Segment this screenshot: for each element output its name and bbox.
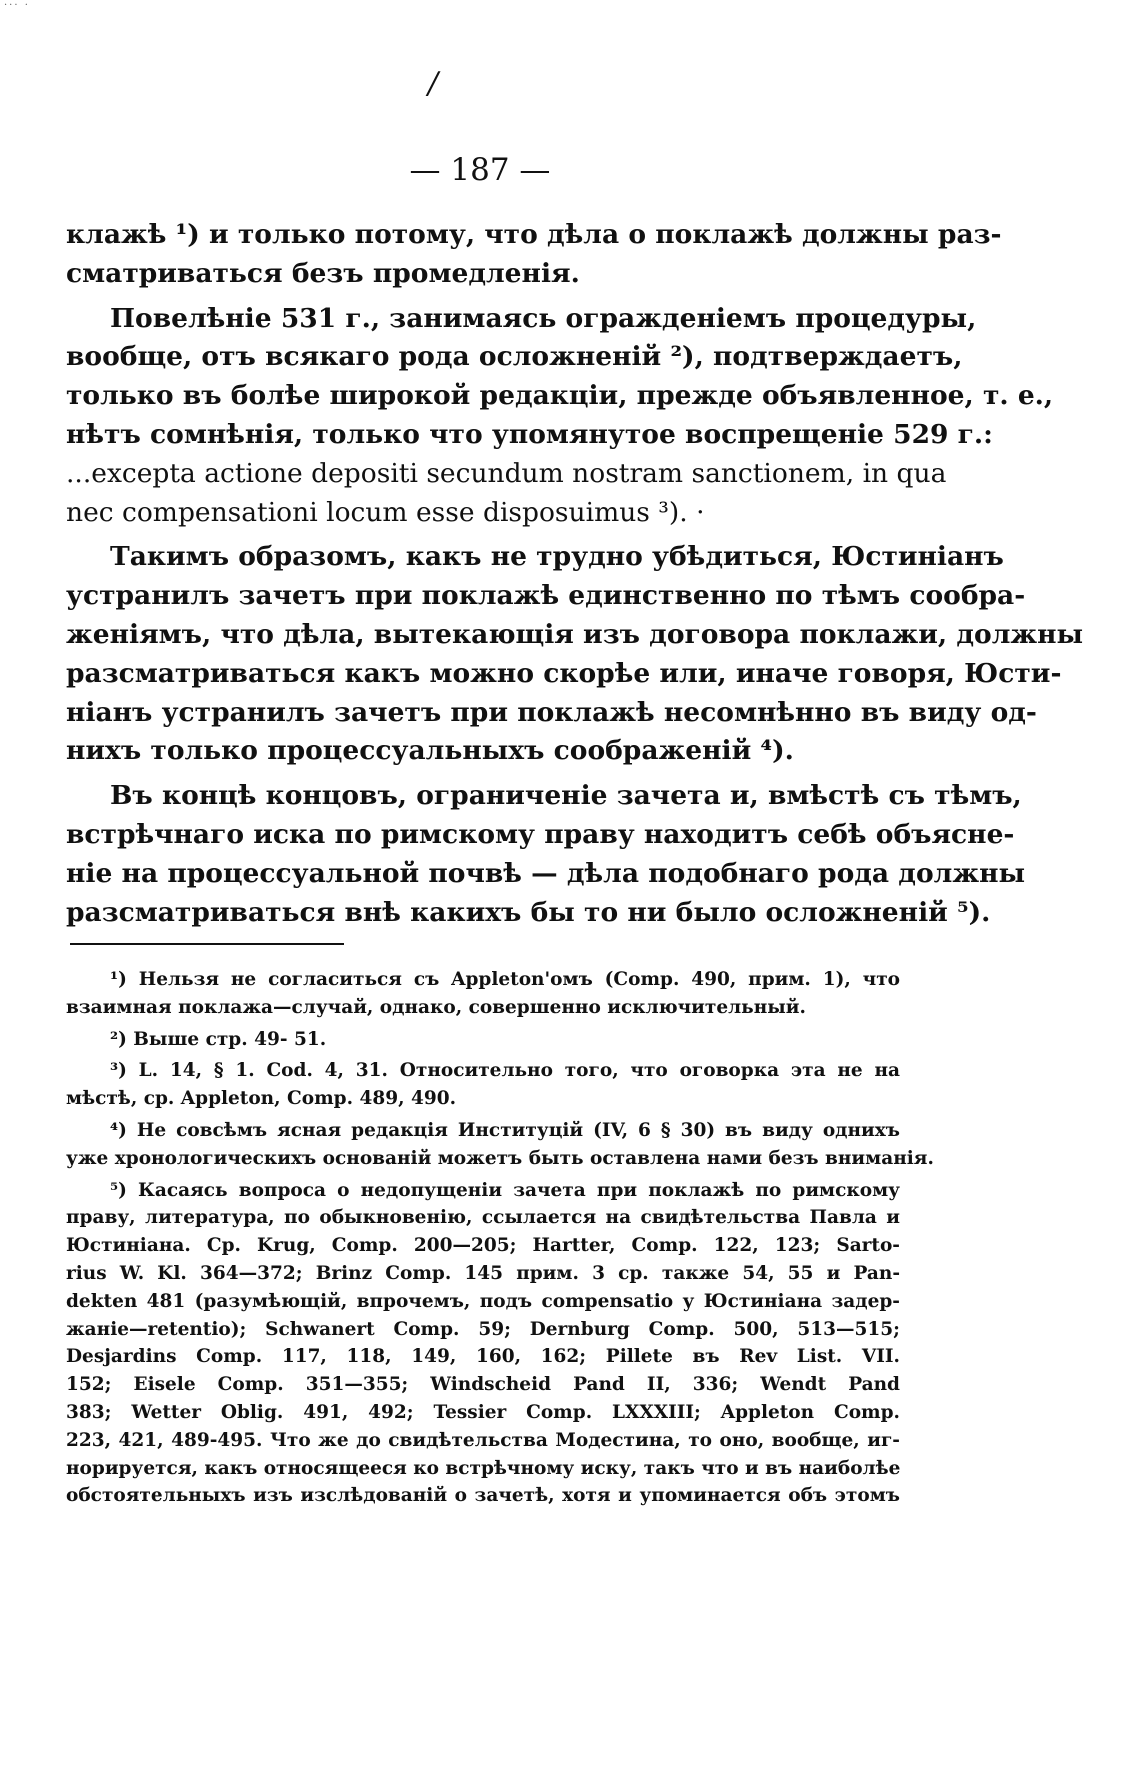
footnote-line: праву, литература, по обыкновенію, ссылается на свидѣтельства Павла и	[66, 1207, 900, 1229]
corner-scan-mark: ··· ·	[4, 0, 30, 11]
paragraph-1	[66, 216, 1002, 294]
main-text	[66, 216, 1084, 932]
paragraph-3	[66, 538, 1084, 771]
footnote-line: ³) L. 14, § 1. Cod. 4, 31. Относительно того, что оговорка эта не на	[110, 1060, 900, 1082]
text-line: Въ концѣ концовъ, ограниченіе зачета и, вмѣстѣ съ тѣмъ,	[110, 780, 1022, 812]
footnote-line: ⁵) Касаясь вопроса о недопущеніи зачета при поклажѣ по римскому	[110, 1179, 900, 1201]
text-line: встрѣчнаго иска по римскому праву находитъ себѣ объясне-	[66, 818, 1015, 850]
footnote-1	[66, 966, 900, 1022]
text-line: устранилъ зачетъ при поклажѣ единственно по тѣмъ сообра-	[66, 580, 1026, 612]
footnote-line: Юстиніана. Ср. Krug, Comp. 200—205; Hartter, Comp. 122, 123; Sarto-	[66, 1235, 900, 1257]
footnote-line: обстоятельныхъ изъ изслѣдованій о зачетѣ, хотя и упоминается объ этомъ	[66, 1485, 900, 1507]
footnote-line: dekten 481 (разумѣющій, впрочемъ, подъ compensatio у Юстиніана задер-	[66, 1290, 900, 1312]
footnotes	[66, 966, 934, 1510]
footnote-line: 383; Wetter Oblig. 491, 492; Tessier Comp. LXXXIII; Appleton Comp.	[66, 1401, 900, 1423]
footnote-line: 152; Eisele Comp. 351—355; Windscheid Pand II, 336; Wendt Pand	[66, 1374, 900, 1396]
paragraph-2	[66, 300, 1054, 533]
footnote-line: жаніе—retentio); Schwanert Comp. 59; Dernburg Comp. 500, 513—515;	[66, 1318, 900, 1340]
pencil-slash-mark: /	[428, 66, 439, 101]
text-line: ніанъ устранилъ зачетъ при поклажѣ несомнѣнно въ виду од-	[66, 696, 1037, 728]
text-line: Такимъ образомъ, какъ не трудно убѣдиться, Юстиніанъ	[110, 541, 1004, 573]
text-line: вообще, отъ всякаго рода осложненій ²), подтверждаетъ,	[66, 341, 963, 373]
text-line: клажѣ ¹) и только потому, что дѣла о поклажѣ должны раз-	[66, 219, 1002, 250]
footnote-line: ⁴) Не совсѣмъ ясная редакція Институцій (IV, 6 § 30) въ виду однихъ	[110, 1119, 900, 1141]
footnote-line: 223, 421, 489-495. Что же до свидѣтельства Модестина, то оно, вообще, иг-	[66, 1429, 900, 1451]
footnote-line: Desjardins Comp. 117, 118, 149, 160, 162; Pillete въ Rev List. VII.	[66, 1346, 900, 1368]
text-line: только въ болѣе широкой редакціи, прежде объявленное, т. е.,	[66, 380, 1054, 412]
text-line: разсматриваться какъ можно скорѣе или, иначе говоря, Юсти-	[66, 657, 1062, 689]
footnote-divider	[70, 943, 344, 945]
footnote-line: уже хронологическихъ основаній можетъ быть оставлена нами безъ вниманія.	[66, 1147, 934, 1169]
text-line: разсматриваться внѣ какихъ бы то ни было осложненій ⁵).	[66, 896, 991, 928]
footnote-line: норируется, какъ относящееся ко встрѣчному иску, такъ что и въ наиболѣе	[66, 1457, 901, 1479]
text-line: нѣтъ сомнѣнія, только что упомянутое воспрещеніе 529 г.:	[66, 418, 993, 450]
footnote-line: ¹) Нельзя не согласиться съ Appleton'омъ (Comp. 490, прим. 1), что	[110, 969, 900, 990]
footnote-line: rius W. Kl. 364—372; Brinz Comp. 145 прим. 3 ср. также 54, 55 и Pan-	[66, 1262, 900, 1284]
footnote-5	[66, 1177, 900, 1511]
paragraph-4	[66, 777, 1026, 932]
text-line: женіямъ, что дѣла, вытекающія изъ договора поклажи, должны	[66, 618, 1084, 650]
footnote-3	[66, 1057, 900, 1113]
footnote-4	[66, 1117, 934, 1173]
footnote-2	[66, 1026, 900, 1054]
footnote-line: взаимная поклажа—случай, однако, совершенно исключительный.	[66, 996, 806, 1018]
text-line: Повелѣніе 531 г., занимаясь огражденіемъ процедуры,	[110, 302, 977, 334]
text-line: ніе на процессуальной почвѣ — дѣла подобнаго рода должны	[66, 857, 1026, 889]
text-line: нихъ только процессуальныхъ соображеній ⁴).	[66, 735, 794, 767]
text-line-latin: nec compensationi locum esse disposuimus ³). ·	[66, 496, 705, 528]
text-line: сматриваться безъ промедленія.	[66, 257, 580, 289]
text-line-latin: ...excepta actione depositi secundum nostram sanctionem, in qua	[66, 457, 947, 489]
footnote-line: мѣстѣ, ср. Appleton, Comp. 489, 490.	[66, 1088, 457, 1110]
page-number: — 187 —	[409, 152, 551, 188]
footnote-line: ²) Выше стр. 49- 51.	[110, 1028, 327, 1050]
